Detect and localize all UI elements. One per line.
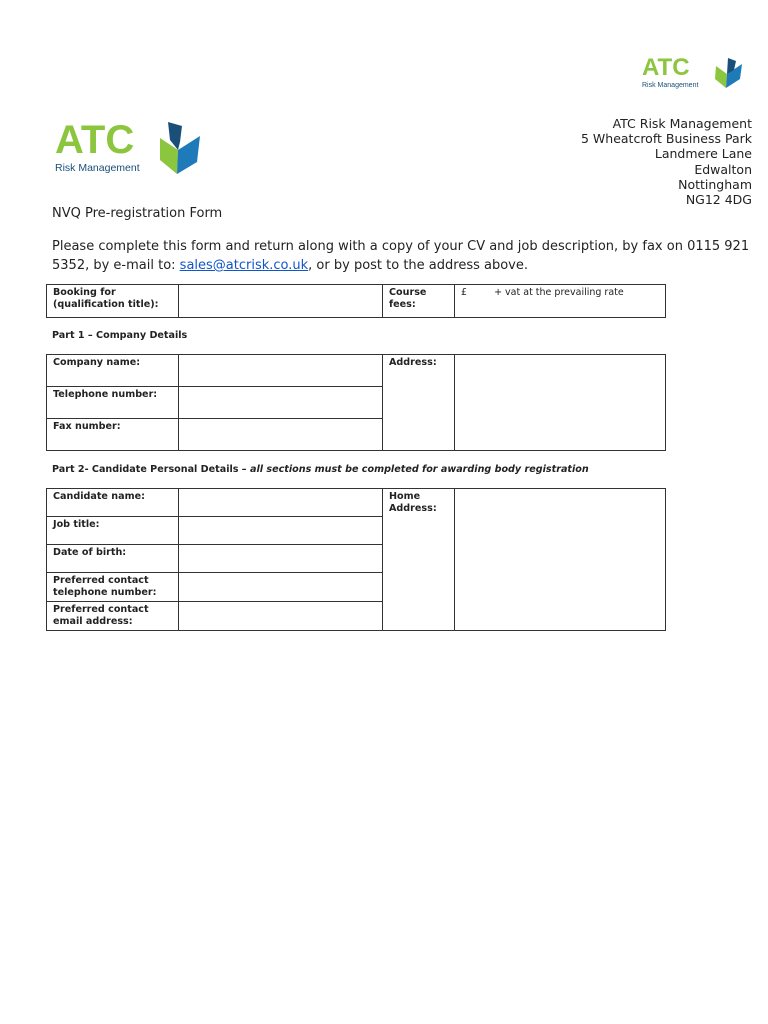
- company-name-field[interactable]: [179, 355, 383, 387]
- candidate-name-field[interactable]: [179, 489, 383, 517]
- booking-field[interactable]: [179, 285, 383, 318]
- booking-label: Booking for (qualification title):: [47, 285, 179, 318]
- logo-small-mark-icon: [714, 58, 744, 88]
- logo-large: [52, 116, 202, 180]
- job-title-label: Job title:: [47, 517, 179, 545]
- logo-large-sub: Risk Management: [55, 162, 140, 174]
- course-fees-field[interactable]: [455, 285, 666, 318]
- address-line: Landmere Lane: [654, 146, 752, 162]
- part2-heading-text: Part 2- Candidate Personal Details: [52, 464, 239, 475]
- telephone-label: Telephone number:: [47, 387, 179, 419]
- contact-phone-field[interactable]: [179, 573, 383, 602]
- candidate-table: [46, 488, 666, 631]
- address-line: 5 Wheatcroft Business Park: [580, 131, 752, 147]
- email-link[interactable]: sales@atcrisk.co.uk: [179, 258, 309, 273]
- job-title-field[interactable]: [179, 517, 383, 545]
- logo-small-text: ATC: [642, 54, 690, 81]
- address-block: [581, 116, 752, 207]
- intro-paragraph: [52, 237, 752, 275]
- address-line: Nottingham: [678, 176, 752, 192]
- part1-heading: Part 1 – Company Details: [52, 330, 188, 341]
- currency-symbol: £: [461, 287, 468, 298]
- booking-table: [46, 284, 666, 318]
- course-fees-label: Course fees:: [383, 285, 455, 318]
- dob-field[interactable]: [179, 545, 383, 573]
- part2-heading: [52, 464, 589, 475]
- address-field[interactable]: [455, 355, 666, 451]
- home-address-label: Home Address:: [383, 489, 455, 631]
- logo-large-mark-icon: [158, 122, 202, 176]
- contact-email-field[interactable]: [179, 602, 383, 631]
- part2-note: – all sections must be completed for awarding body registration: [238, 464, 589, 475]
- fax-field[interactable]: [179, 419, 383, 451]
- telephone-field[interactable]: [179, 387, 383, 419]
- logo-small-sub: Risk Management: [642, 82, 699, 89]
- intro-text: Please complete this form and return along with a copy of your CV and job description, by fax on 0115 921 5352, by e-mail to:: [52, 239, 750, 273]
- contact-email-label: Preferred contact email address:: [47, 602, 179, 631]
- logo-large-text: ATC: [55, 118, 135, 162]
- address-line: Edwalton: [694, 161, 752, 177]
- logo-small: [642, 56, 746, 92]
- fax-label: Fax number:: [47, 419, 179, 451]
- company-name-label: Company name:: [47, 355, 179, 387]
- vat-note: + vat at the prevailing rate: [494, 287, 624, 298]
- home-address-field[interactable]: [455, 489, 666, 631]
- address-label: Address:: [383, 355, 455, 451]
- address-line: NG12 4DG: [685, 192, 752, 208]
- dob-label: Date of birth:: [47, 545, 179, 573]
- form-title: NVQ Pre-registration Form: [52, 206, 223, 221]
- contact-phone-label: Preferred contact telephone number:: [47, 573, 179, 602]
- company-table: [46, 354, 666, 451]
- intro-text-end: , or by post to the address above.: [308, 258, 529, 273]
- address-line: ATC Risk Management: [612, 116, 752, 131]
- candidate-name-label: Candidate name:: [47, 489, 179, 517]
